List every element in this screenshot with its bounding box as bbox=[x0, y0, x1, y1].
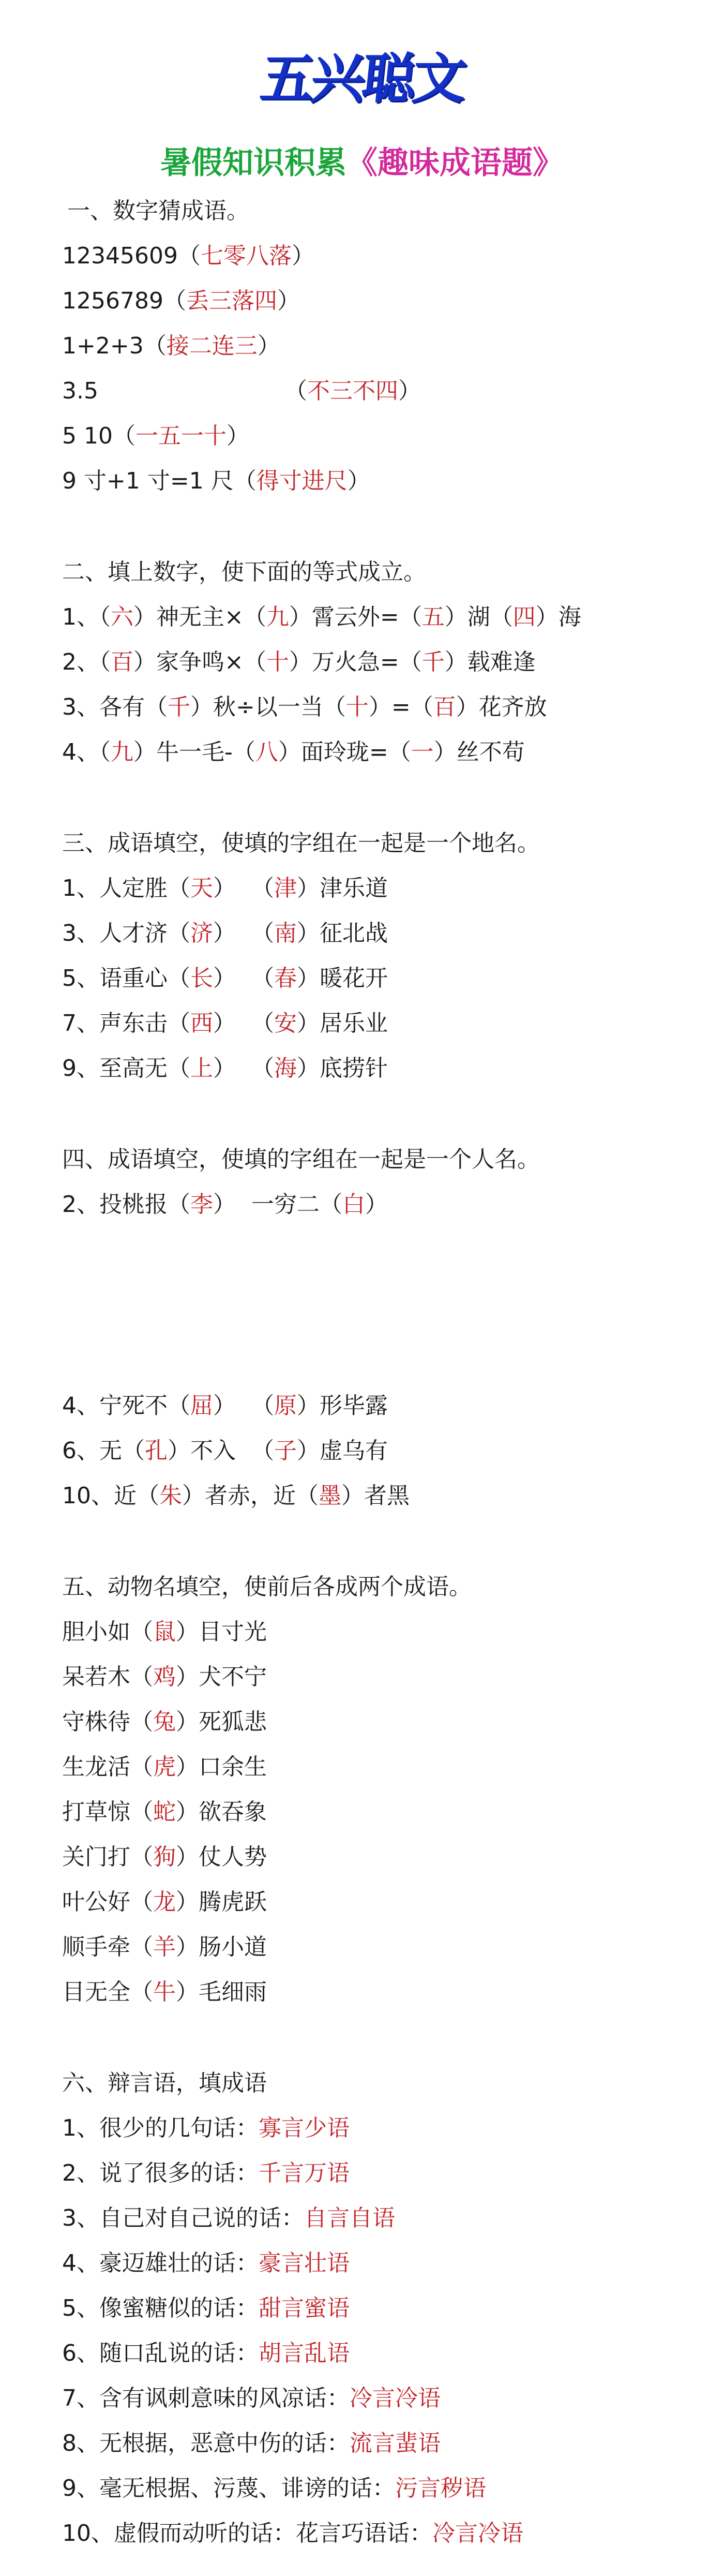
suffix: 居乐业 bbox=[320, 1010, 388, 1037]
answer: 墨 bbox=[319, 1483, 341, 1509]
prefix: 生龙活 bbox=[62, 1754, 130, 1780]
prefix: 叶公好 bbox=[62, 1889, 130, 1915]
answer: 屈 bbox=[190, 1393, 213, 1419]
s5-row-2: 呆若木（鸡）犬不宁 bbox=[62, 1664, 267, 1690]
s5-row-7: 叶公好（龙）腾虎跃 bbox=[62, 1889, 267, 1915]
text: 神无主× bbox=[156, 604, 244, 630]
prefix: 关门打 bbox=[62, 1844, 130, 1870]
answer: 九 bbox=[266, 604, 289, 630]
question: 1+2+3 bbox=[62, 333, 144, 359]
s6-row-3 bbox=[62, 2204, 395, 2233]
answer: 济 bbox=[190, 920, 213, 946]
answer: 六 bbox=[111, 604, 133, 630]
s4-row-3: 6、无（孔）不入 （子）虚乌有 bbox=[62, 1438, 388, 1464]
prefix: 10、近 bbox=[62, 1483, 137, 1509]
s5-row-4: 生龙活（虎）口余生 bbox=[62, 1754, 267, 1780]
s6-row-6 bbox=[62, 2339, 350, 2368]
answer: 白 bbox=[342, 1191, 365, 1218]
suffix: 肠小道 bbox=[199, 1934, 267, 1960]
suffix: 口余生 bbox=[199, 1754, 267, 1780]
s6-row-7 bbox=[62, 2384, 441, 2413]
text: 秋÷以一当 bbox=[213, 694, 323, 720]
logo-area bbox=[0, 48, 724, 110]
s6-row-9 bbox=[62, 2474, 486, 2503]
answer: 李 bbox=[190, 1191, 213, 1218]
suffix: 腾虎跃 bbox=[199, 1889, 267, 1915]
question: 1、很少的几句话： bbox=[62, 2115, 259, 2141]
middle: 不入 bbox=[190, 1438, 236, 1464]
text: 霄云外= bbox=[311, 604, 399, 630]
text: 海 bbox=[558, 604, 581, 630]
prefix: 3、人才济 bbox=[62, 920, 168, 946]
answer: 胡言乱语 bbox=[259, 2340, 350, 2366]
s1-item-3: 1+2+3（接二连三） bbox=[62, 333, 280, 359]
answer: 津 bbox=[274, 875, 297, 901]
prefix: 呆若木 bbox=[62, 1664, 130, 1690]
row-number: 2、 bbox=[62, 649, 99, 675]
logo: 五兴聪文 bbox=[257, 47, 467, 110]
s4-row-2: 4、宁死不（屈） （原）形毕露 bbox=[62, 1393, 388, 1419]
question: 10、虚假而动听的话：花言巧语话： bbox=[62, 2520, 432, 2547]
s3-row-3: 5、语重心（长） （春）暖花开 bbox=[62, 965, 388, 991]
text: 面玲珑= bbox=[300, 739, 388, 765]
question: 5、像蜜糖似的话： bbox=[62, 2295, 259, 2321]
question: 3、自己对自己说的话： bbox=[62, 2205, 304, 2231]
s6-row-1 bbox=[62, 2114, 350, 2143]
question: 2、说了很多的话： bbox=[62, 2160, 259, 2186]
answer: 虎 bbox=[153, 1754, 176, 1780]
prefix: 胆小如 bbox=[62, 1619, 130, 1645]
title-sub: 《趣味成语题》 bbox=[346, 145, 564, 181]
answer: 接二连三 bbox=[166, 333, 258, 359]
answer: 千 bbox=[421, 649, 445, 675]
suffix: 暖花开 bbox=[320, 965, 388, 991]
answer: 寡言少语 bbox=[259, 2115, 350, 2141]
s5-row-9: 目无全（牛）毛细雨 bbox=[62, 1979, 267, 2005]
suffix: 津乐道 bbox=[320, 875, 388, 901]
text: 湖 bbox=[467, 604, 490, 630]
s5-row-3: 守株待（兔）死狐悲 bbox=[62, 1709, 267, 1735]
s6-row-2 bbox=[62, 2159, 350, 2188]
answer: 狗 bbox=[153, 1844, 176, 1870]
answer: 九 bbox=[111, 739, 133, 765]
answer: 南 bbox=[274, 920, 297, 946]
row-number: 3、各有 bbox=[62, 694, 145, 720]
prefix: 打草惊 bbox=[62, 1799, 130, 1825]
s1-item-5: 5 10（一五一十） bbox=[62, 423, 249, 449]
prefix: 4、宁死不 bbox=[62, 1393, 168, 1419]
suffix: 欲吞象 bbox=[199, 1799, 267, 1825]
prefix: 目无全 bbox=[62, 1979, 130, 2005]
prefix: 守株待 bbox=[62, 1709, 130, 1735]
text: 牛一毛- bbox=[156, 739, 233, 765]
text: 家争鸣× bbox=[156, 649, 244, 675]
s1-item-4: 3.5 （不三不四） bbox=[62, 378, 421, 404]
text: 万火急= bbox=[311, 649, 399, 675]
title-main: 暑假知识积累 bbox=[160, 145, 346, 181]
prefix: 2、投桃报 bbox=[62, 1191, 168, 1218]
prefix: 顺手牵 bbox=[62, 1934, 130, 1960]
answer: 五 bbox=[421, 604, 445, 630]
s1-item-6: 9 寸+1 寸=1 尺（得寸进尺） bbox=[62, 468, 370, 494]
text: 丝不苟 bbox=[456, 739, 525, 765]
answer: 牛 bbox=[153, 1979, 176, 2005]
s3-row-1: 1、人定胜（天） （津）津乐道 bbox=[62, 875, 388, 901]
answer: 蛇 bbox=[153, 1799, 176, 1825]
section-6-heading: 六、辩言语，填成语 bbox=[62, 2070, 267, 2096]
answer: 孔 bbox=[145, 1438, 168, 1464]
answer: 羊 bbox=[153, 1934, 176, 1960]
s5-row-1: 胆小如（鼠）目寸光 bbox=[62, 1619, 267, 1645]
question: 9 寸+1 寸=1 尺 bbox=[62, 468, 234, 494]
answer: 长 bbox=[190, 965, 213, 991]
page-title bbox=[0, 142, 724, 184]
answer: 百 bbox=[433, 694, 456, 720]
answer: 十 bbox=[266, 649, 289, 675]
question: 12345609 bbox=[62, 243, 178, 269]
answer: 百 bbox=[111, 649, 133, 675]
s4-row-4: 10、近（朱）者赤，近（墨）者黑 bbox=[62, 1483, 410, 1509]
suffix: 者黑 bbox=[364, 1483, 410, 1509]
row-number: 1、 bbox=[62, 604, 99, 630]
s3-row-5: 9、至高无（上） （海）底捞针 bbox=[62, 1055, 388, 1082]
answer: 八 bbox=[255, 739, 278, 765]
prefix: 9、至高无 bbox=[62, 1055, 168, 1082]
answer: 朱 bbox=[159, 1483, 182, 1509]
middle: 者赤，近 bbox=[205, 1483, 296, 1509]
s6-row-8 bbox=[62, 2429, 441, 2458]
question: 9、毫无根据、污蔑、诽谤的话： bbox=[62, 2475, 395, 2501]
question: 3.5 bbox=[62, 378, 98, 404]
prefix: 5、语重心 bbox=[62, 965, 168, 991]
answer: 子 bbox=[274, 1438, 297, 1464]
suffix: 犬不宁 bbox=[199, 1664, 267, 1690]
section-3-heading: 三、成语填空，使填的字组在一起是一个地名。 bbox=[62, 830, 540, 856]
s5-row-5: 打草惊（蛇）欲吞象 bbox=[62, 1799, 267, 1825]
s6-row-5 bbox=[62, 2294, 350, 2323]
s1-item-2: 1256789（丢三落四） bbox=[62, 288, 300, 314]
answer: 海 bbox=[274, 1055, 297, 1082]
answer: 千 bbox=[168, 694, 190, 720]
question: 5 10 bbox=[62, 423, 113, 449]
answer: 豪言壮语 bbox=[259, 2250, 350, 2276]
text: = bbox=[391, 694, 411, 720]
suffix: 形毕露 bbox=[320, 1393, 388, 1419]
answer: 流言蜚语 bbox=[350, 2430, 441, 2456]
suffix: 虚乌有 bbox=[320, 1438, 388, 1464]
answer: 天 bbox=[190, 875, 213, 901]
question: 6、随口乱说的话： bbox=[62, 2340, 259, 2366]
question: 7、含有讽刺意味的风凉话： bbox=[62, 2385, 350, 2411]
answer: 冷言冷语 bbox=[350, 2385, 441, 2411]
answer: 兔 bbox=[153, 1709, 176, 1735]
prefix: 6、无 bbox=[62, 1438, 122, 1464]
suffix: 底捞针 bbox=[320, 1055, 388, 1082]
question: 4、豪迈雄壮的话： bbox=[62, 2250, 259, 2276]
section-5-heading: 五、动物名填空，使前后各成两个成语。 bbox=[62, 1574, 472, 1600]
answer: 七零八落 bbox=[200, 243, 292, 269]
answer: 鸡 bbox=[153, 1664, 176, 1690]
row-number: 4、 bbox=[62, 739, 99, 765]
answer: 自言自语 bbox=[304, 2205, 395, 2231]
s1-item-1: 12345609（七零八落） bbox=[62, 243, 314, 269]
question: 8、无根据，恶意中伤的话： bbox=[62, 2430, 350, 2456]
s3-row-4: 7、声东击（西） （安）居乐业 bbox=[62, 1010, 388, 1037]
answer: 冷言冷语 bbox=[432, 2520, 523, 2547]
answer: 一五一十 bbox=[135, 423, 227, 449]
suffix: 仗人势 bbox=[199, 1844, 267, 1870]
answer: 鼠 bbox=[153, 1619, 176, 1645]
answer: 原 bbox=[274, 1393, 297, 1419]
answer: 上 bbox=[190, 1055, 213, 1082]
s5-row-8: 顺手牵（羊）肠小道 bbox=[62, 1934, 267, 1960]
suffix: 死狐悲 bbox=[199, 1709, 267, 1735]
s5-row-6: 关门打（狗）仗人势 bbox=[62, 1844, 267, 1870]
s6-row-4 bbox=[62, 2249, 350, 2278]
s2-row-2: 2、（百）家争鸣×（十）万火急=（千）载难逢 bbox=[62, 649, 536, 675]
answer: 不三不四 bbox=[307, 378, 398, 404]
answer: 得寸进尺 bbox=[256, 468, 348, 494]
answer: 西 bbox=[190, 1010, 213, 1037]
answer: 四 bbox=[512, 604, 536, 630]
question: 1256789 bbox=[62, 288, 163, 314]
s2-row-4: 4、（九）牛一毛-（八）面玲珑=（一）丝不苟 bbox=[62, 739, 525, 765]
suffix: 毛细雨 bbox=[199, 1979, 267, 2005]
answer: 十 bbox=[345, 694, 369, 720]
s3-row-2: 3、人才济（济） （南）征北战 bbox=[62, 920, 388, 946]
answer: 龙 bbox=[153, 1889, 176, 1915]
answer: 甜言蜜语 bbox=[259, 2295, 350, 2321]
prefix: 1、人定胜 bbox=[62, 875, 168, 901]
answer: 安 bbox=[274, 1010, 297, 1037]
text: 花齐放 bbox=[478, 694, 547, 720]
answer: 污言秽语 bbox=[395, 2475, 486, 2501]
text: 载难逢 bbox=[467, 649, 536, 675]
answer: 春 bbox=[274, 965, 297, 991]
suffix: 征北战 bbox=[320, 920, 388, 946]
answer: 一 bbox=[411, 739, 434, 765]
answer: 千言万语 bbox=[259, 2160, 350, 2186]
s6-row-10 bbox=[62, 2519, 523, 2548]
middle: 一穷二 bbox=[251, 1191, 320, 1218]
s2-row-3: 3、各有（千）秋÷以一当（十）=（百）花齐放 bbox=[62, 694, 547, 720]
section-1-heading: 一、数字猜成语。 bbox=[67, 198, 249, 224]
suffix: 目寸光 bbox=[199, 1619, 267, 1645]
prefix: 7、声东击 bbox=[62, 1010, 168, 1037]
answer: 丢三落四 bbox=[186, 288, 277, 314]
section-4-heading: 四、成语填空，使填的字组在一起是一个人名。 bbox=[62, 1146, 540, 1173]
s4-row-1: 2、投桃报（李） 一穷二（白） bbox=[62, 1191, 388, 1218]
section-2-heading: 二、填上数字，使下面的等式成立。 bbox=[62, 559, 426, 585]
s2-row-1: 1、（六）神无主×（九）霄云外=（五）湖（四）海 bbox=[62, 604, 581, 630]
